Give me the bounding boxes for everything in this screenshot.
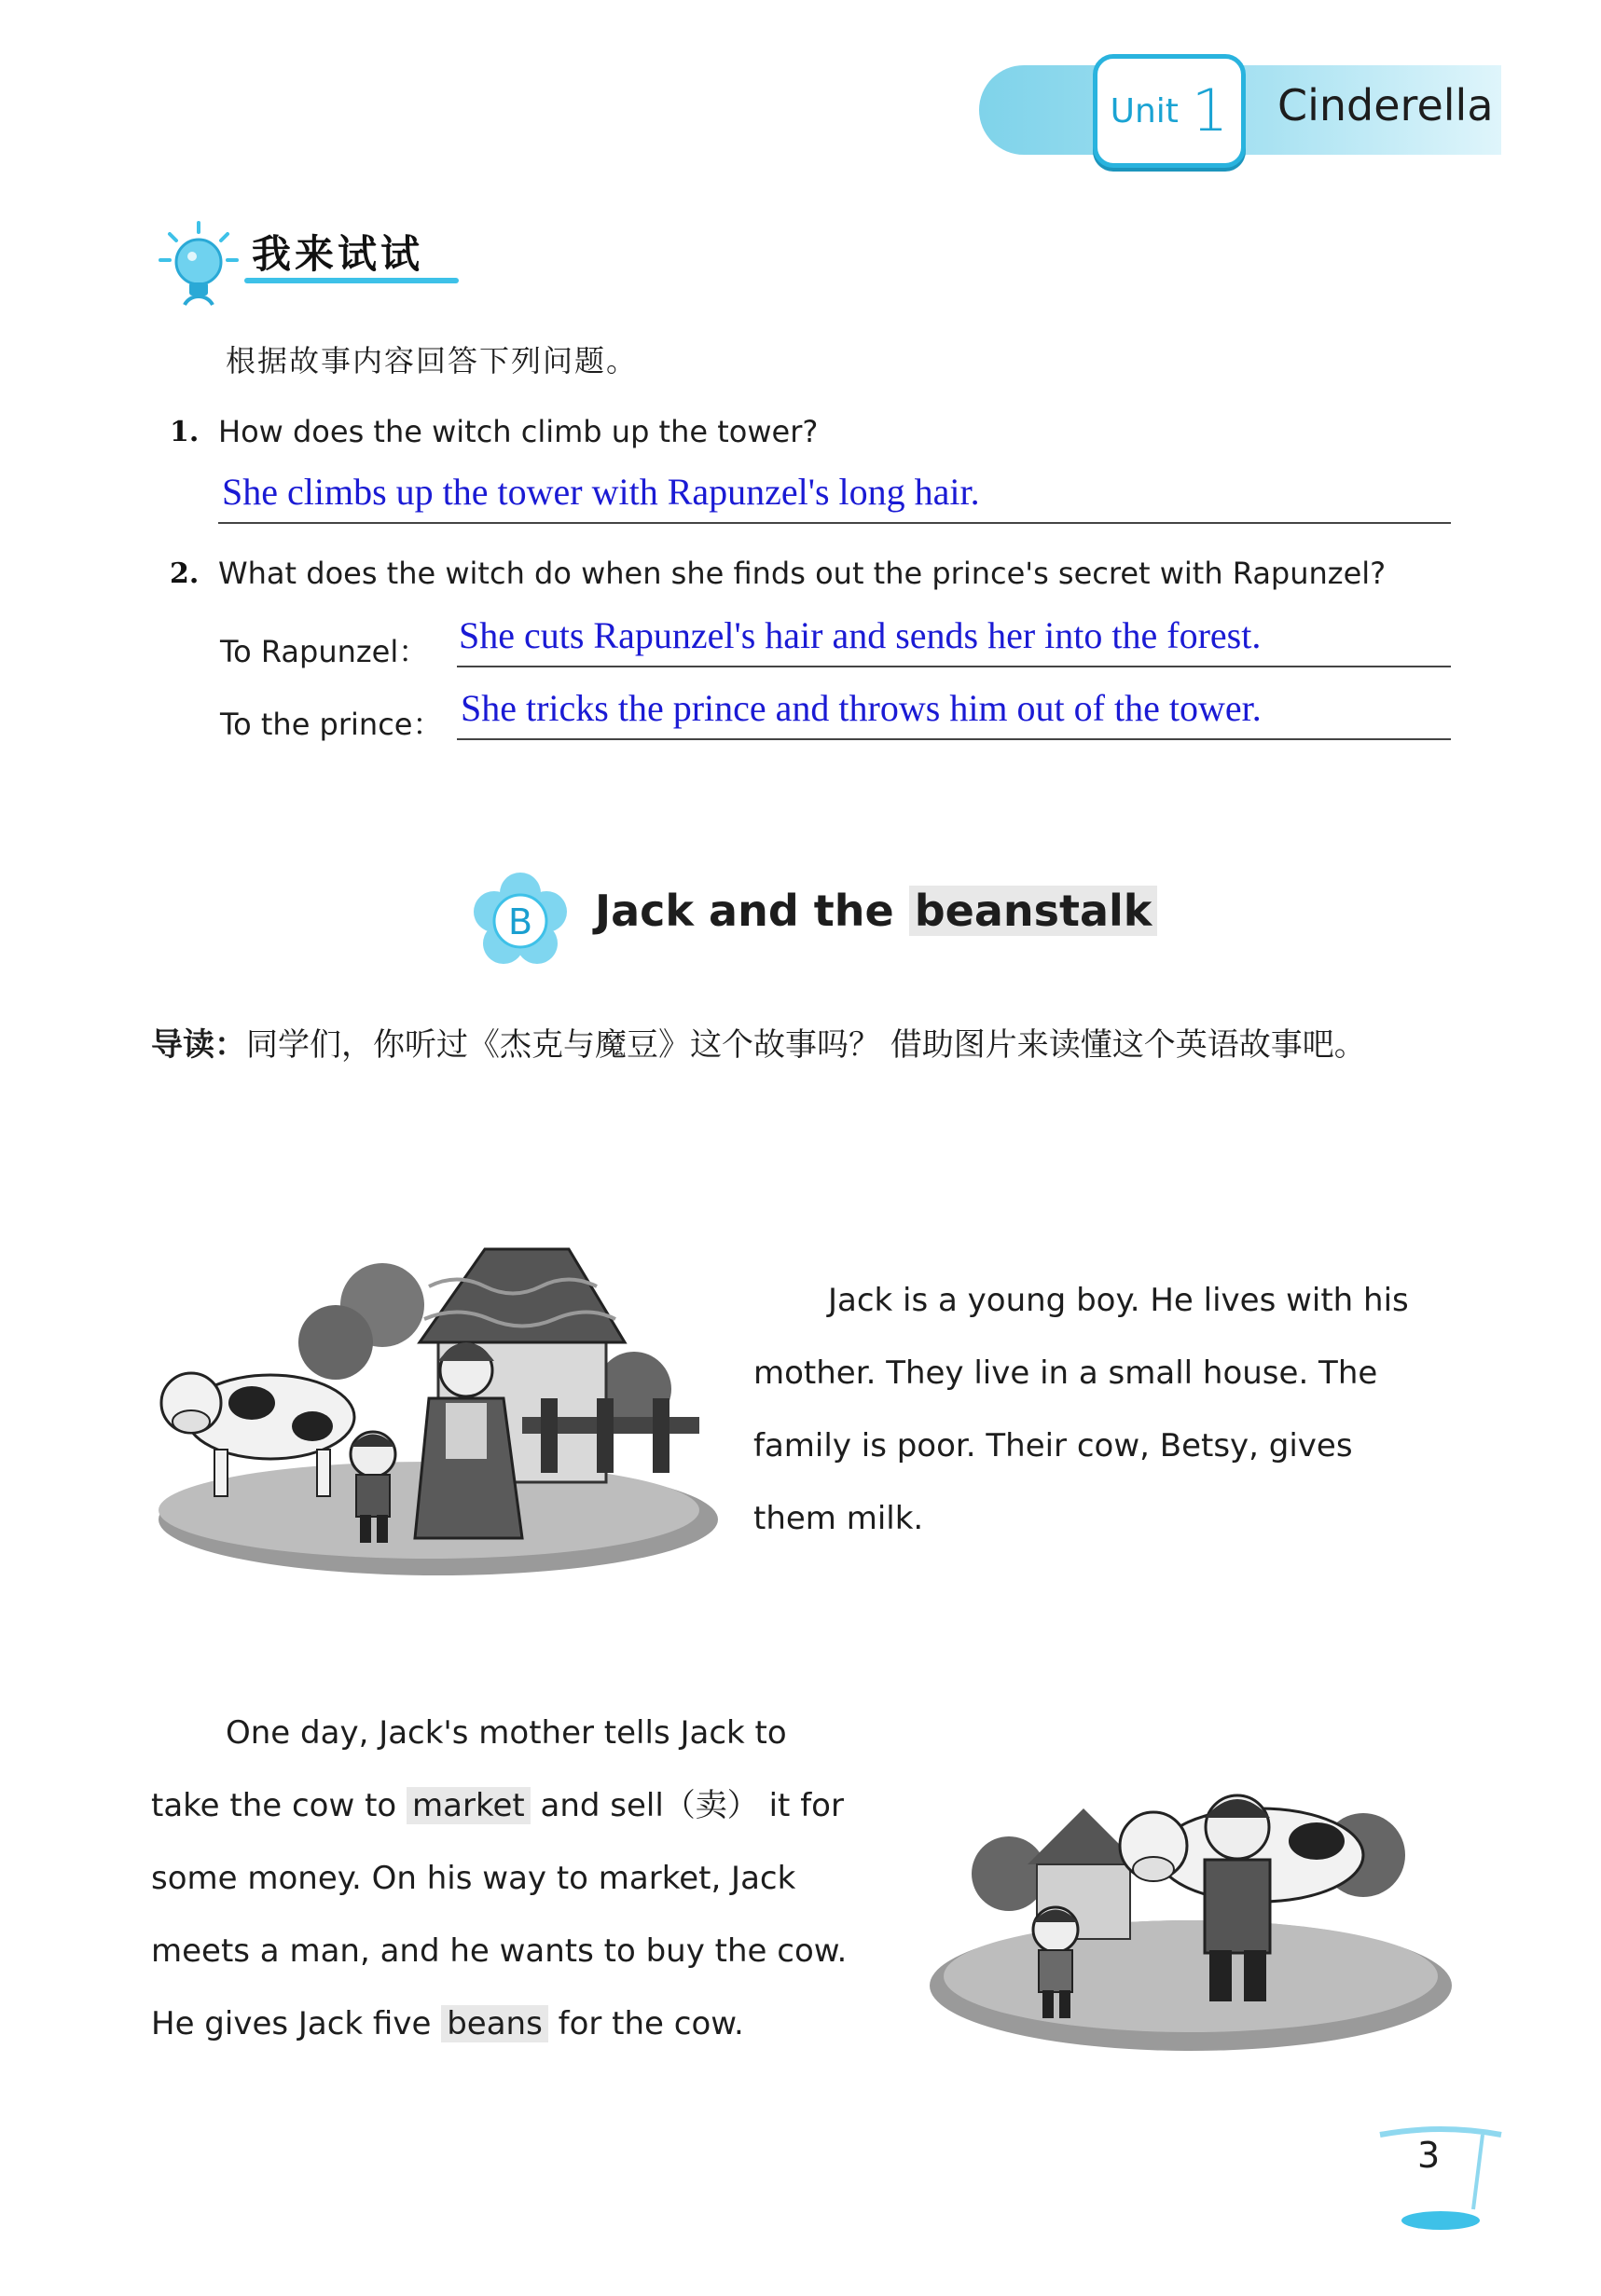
story-title — [595, 886, 1157, 936]
story-text: He gives Jack five — [151, 2005, 442, 2042]
answer-line — [457, 738, 1451, 740]
story-text: for the cow. — [547, 2005, 744, 2042]
story-paragraph-2 — [151, 1697, 897, 2060]
instruction-text: 根据故事内容回答下列问题。 — [226, 343, 639, 378]
story-line: some money. On his way to market, Jack — [151, 1860, 796, 1897]
question-number: 2. — [170, 557, 200, 590]
story-title-part1: Jack and the — [595, 886, 909, 936]
unit-word: Unit — [1110, 91, 1179, 131]
story-text: take the cow to — [151, 1787, 407, 1824]
answer-line — [218, 522, 1451, 524]
reading-guide-text: 同学们，你听过《杰克与魔豆》这个故事吗？ 借助图片来读懂这个英语故事吧。 — [246, 1026, 1366, 1064]
answer-label-rapunzel: To Rapunzel： — [220, 634, 429, 669]
question-text: What does the witch do when she finds out the prince's secret with Rapunzel? — [218, 556, 1387, 591]
unit-title: Cinderella — [1277, 80, 1494, 131]
reading-guide — [151, 1009, 1456, 1081]
highlight-word-beans: beans — [441, 2005, 548, 2042]
question-number: 1. — [170, 416, 200, 448]
story-line — [151, 1987, 897, 2060]
title-underline — [244, 278, 459, 283]
story-line: them milk. — [753, 1500, 924, 1537]
story-line: meets a man, and he wants to buy the cow. — [151, 1932, 848, 1970]
story-line: family is poor. Their cow, Betsy, gives — [753, 1427, 1353, 1464]
page-number: 3 — [1417, 2135, 1441, 2176]
answer-text[interactable]: She climbs up the tower with Rapunzel's long hair. — [222, 471, 980, 513]
reading-guide-label: 导读： — [151, 1026, 246, 1064]
lightbulb-icon — [157, 219, 241, 312]
story-line: Jack is a young boy. He lives with his — [828, 1282, 1409, 1319]
story-text: and sell（卖） it for — [530, 1787, 844, 1824]
section-title: 我来试试 — [252, 231, 424, 277]
illustration-jack-meets-man — [925, 1753, 1456, 2069]
story-title-highlight: beanstalk — [909, 886, 1158, 936]
question-text: How does the witch climb up the tower? — [218, 414, 819, 449]
answer-label-prince: To the prince： — [220, 707, 443, 742]
story-line: One day, Jack's mother tells Jack to — [226, 1714, 787, 1752]
unit-badge — [1093, 54, 1246, 168]
page-number-pot-icon — [1361, 2116, 1520, 2237]
section-b-badge — [474, 873, 567, 966]
answer-text[interactable]: She cuts Rapunzel's hair and sends her into the forest. — [459, 614, 1262, 656]
section-b-letter: B — [507, 901, 533, 942]
story-line — [151, 1769, 897, 1842]
story-line: mother. They live in a small house. The — [753, 1354, 1378, 1392]
unit-number: 1 — [1191, 76, 1229, 144]
story-paragraph-1 — [753, 1264, 1453, 1555]
illustration-jack-home — [149, 1230, 718, 1585]
answer-line — [457, 666, 1451, 667]
answer-text[interactable]: She tricks the prince and throws him out of the tower. — [461, 687, 1262, 729]
highlight-word-market: market — [407, 1787, 531, 1824]
